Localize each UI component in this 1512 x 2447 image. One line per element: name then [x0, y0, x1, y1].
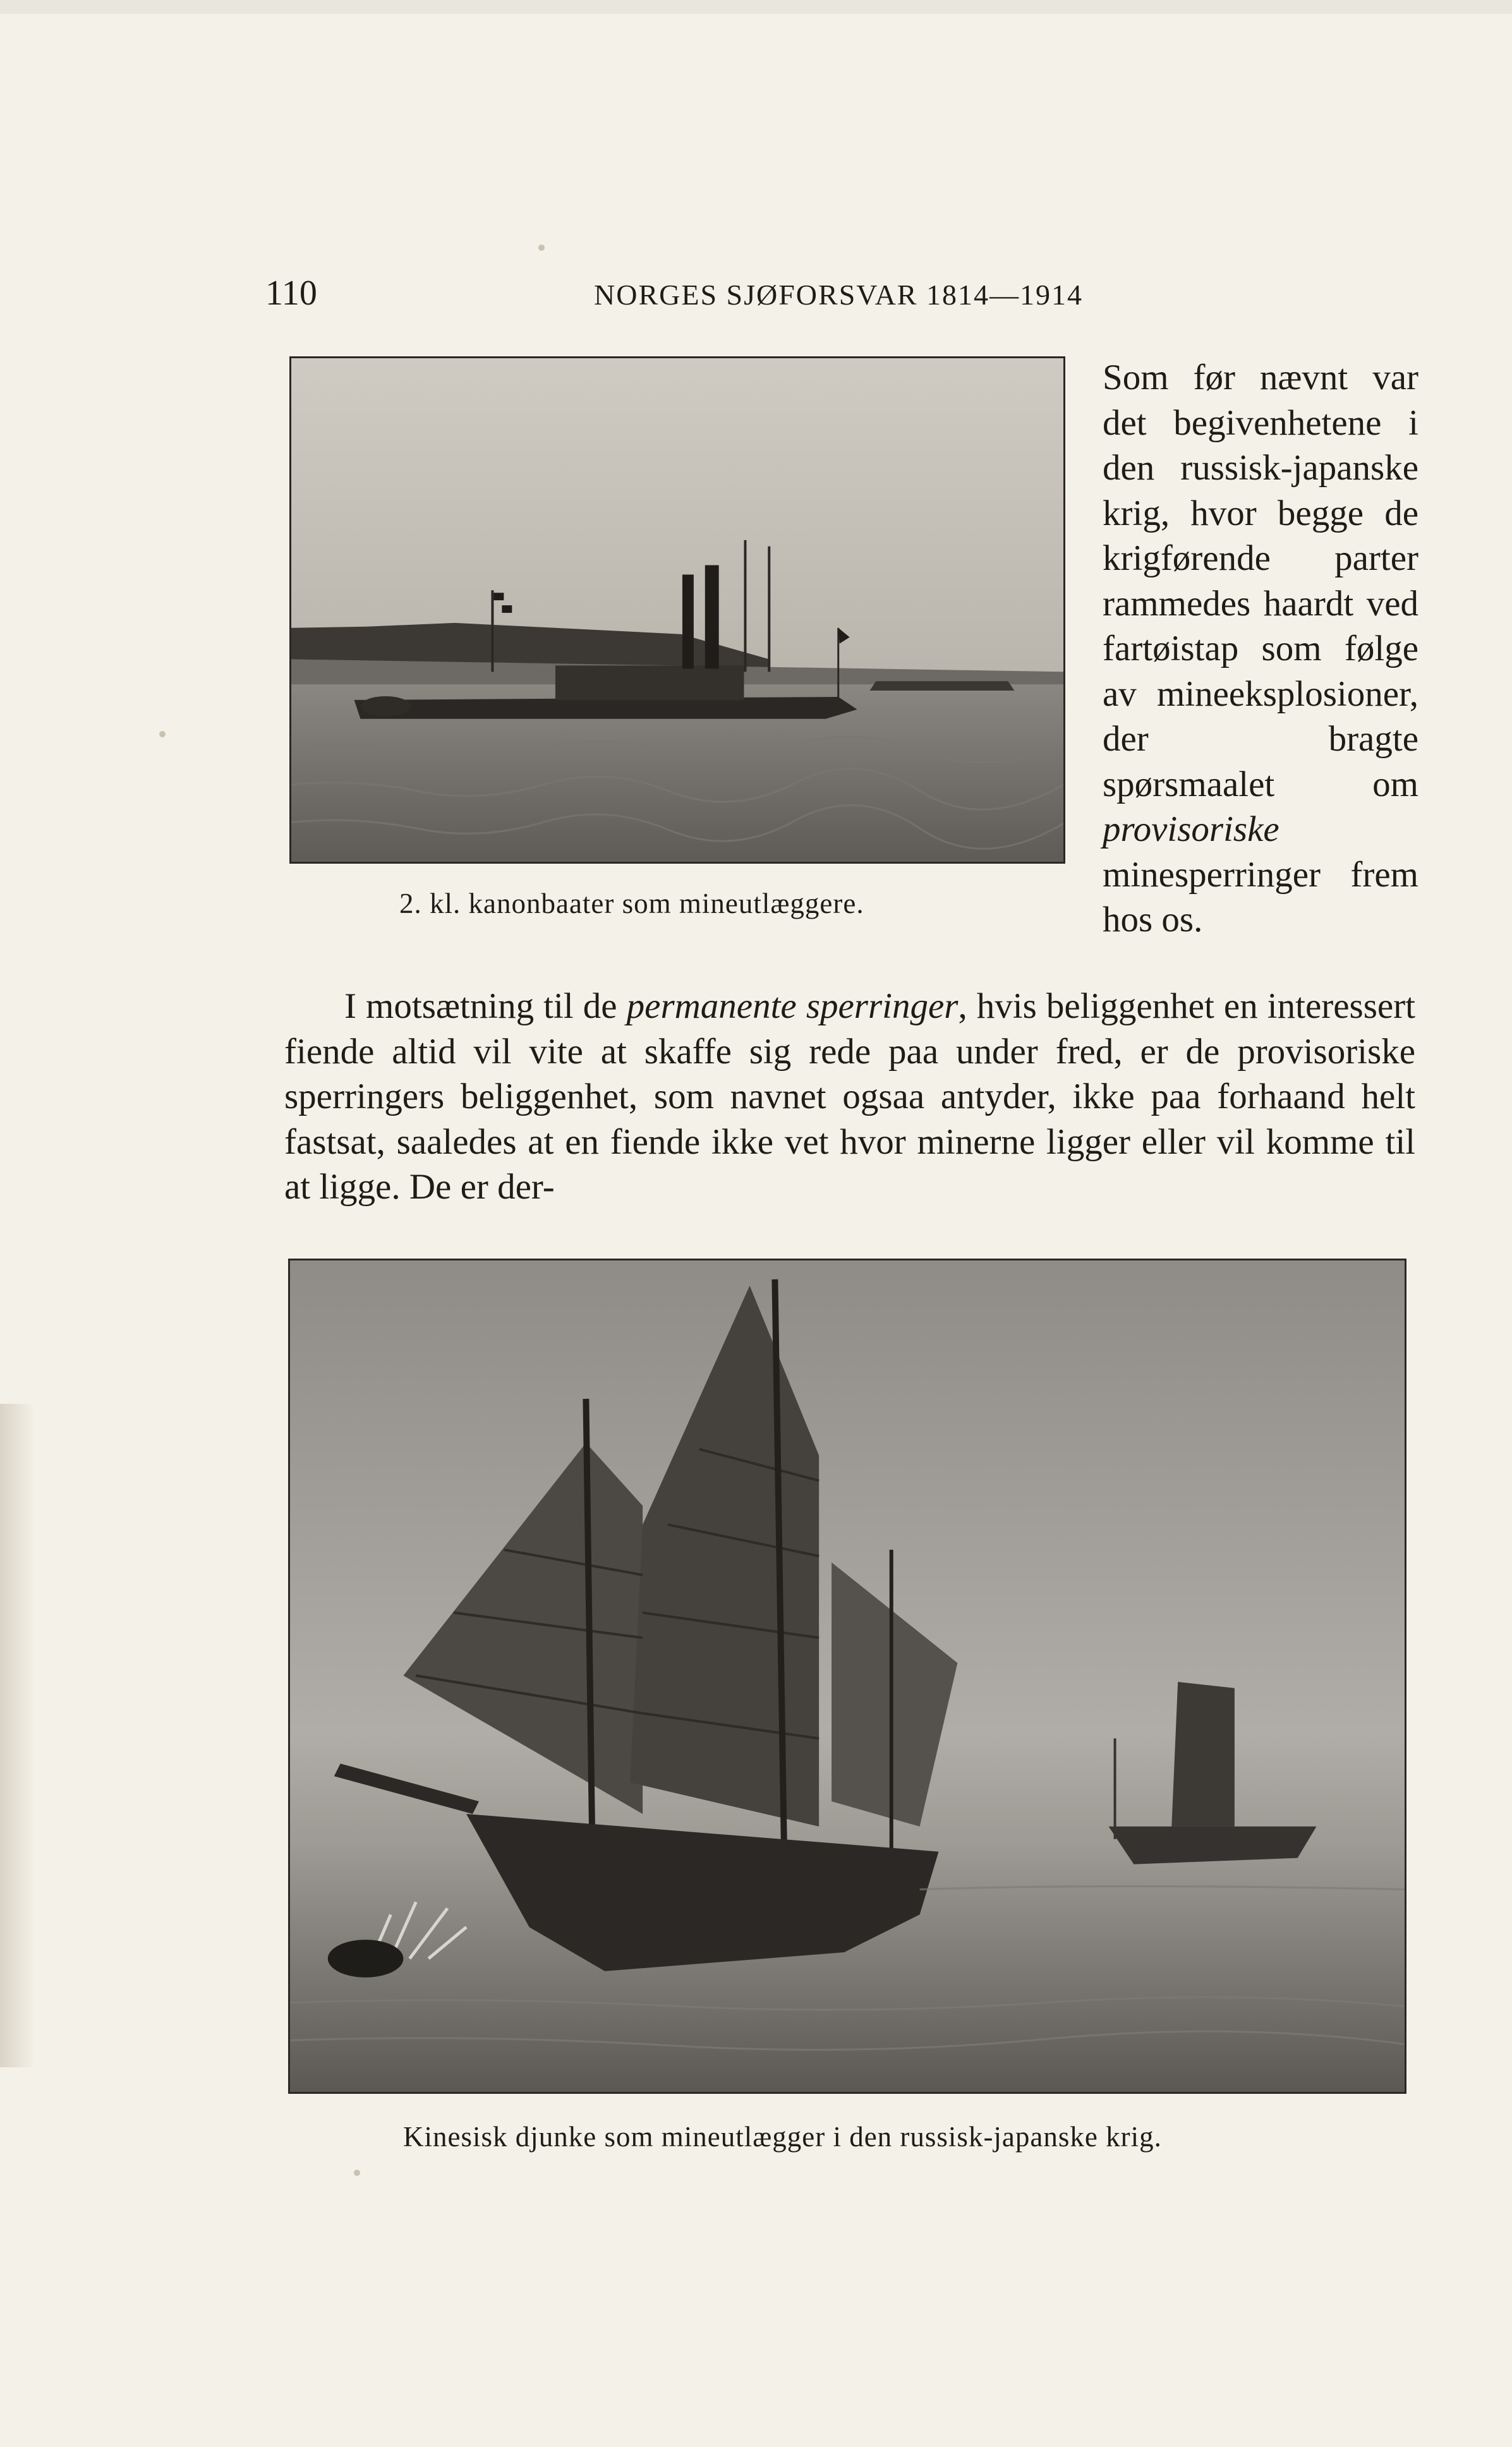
- body-paragraph-text: [284, 984, 1415, 1210]
- text-span: Som før nævnt var det begivenhetene i den russisk-japanske krig, hvor begge de krigførende parter rammedes haardt ved fartøistap som følge av mineeksplosioner, der bragte spørsmaalet om: [1103, 358, 1418, 804]
- paper-speck: [354, 2170, 360, 2176]
- body-paragraph: [284, 984, 1415, 1210]
- emphasis-text: provisoriske: [1103, 809, 1279, 849]
- side-paragraph-text: [1103, 355, 1418, 943]
- side-paragraph: [1103, 355, 1418, 943]
- figure-caption: Kinesisk djunke som mineutlægger i den russisk-japanske krig.: [403, 2121, 1162, 2153]
- text-span: minesperringer frem hos os.: [1103, 854, 1418, 940]
- paper-speck: [159, 731, 166, 737]
- page-number: 110: [265, 274, 317, 313]
- torn-page-edge: [0, 1404, 35, 2067]
- paper-speck: [538, 245, 545, 251]
- photo-junk: [288, 1259, 1406, 2094]
- book-page: [0, 14, 1512, 2447]
- photo-gunboats-icon: [291, 358, 1063, 862]
- text-span: , hvis beliggenhet en interessert fiende altid vil vite at skaffe sig rede paa under fred, er de provisoriske sperringers beliggenhet, som navnet ogsaa antyder, ikke paa forhaand helt fastsat, saaledes at en fiende ikke vet hvor minerne ligger eller vil komme til at ligge. De er der-: [284, 986, 1415, 1207]
- figure-caption: 2. kl. kanonbaater som mineutlæggere.: [399, 888, 864, 919]
- text-span: I motsætning til de: [344, 986, 627, 1026]
- photo-junk-icon: [290, 1260, 1405, 2092]
- page-header: [265, 273, 1240, 317]
- photo-gunboats: [289, 356, 1065, 864]
- emphasis-text: permanente sperringer: [626, 986, 959, 1026]
- running-title: NORGES SJØFORSVAR 1814—1914: [594, 279, 1083, 311]
